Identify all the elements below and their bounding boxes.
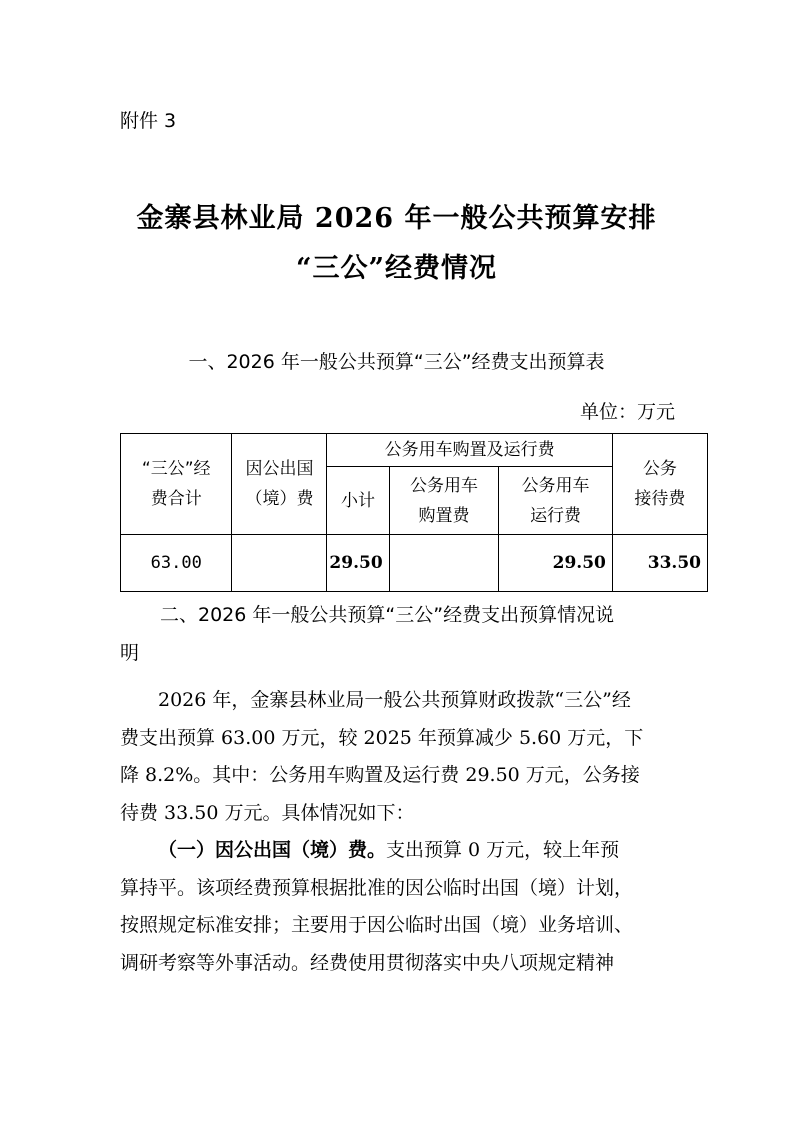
header-purchase-line1: 公务用车 [409,475,478,496]
header-abroad-line1: 因公出国 [245,459,314,479]
header-total-line1: “三公”经 [141,459,211,479]
cell-abroad [232,535,327,592]
header-abroad-line2: （境）费 [245,489,314,509]
section2-heading [120,596,685,672]
paragraph1-line2: 费支出预算 63.00 万元，较 2025 年预算减少 5.60 万元，下 [120,726,644,749]
title-line-1: 金寨县林业局 2026 年一般公共预算安排 [136,203,657,234]
cell-operation: 29.50 [499,535,613,592]
header-abroad [232,434,327,535]
paragraph2-lead: （一）因公出国（境）费。 [158,839,387,861]
header-vehicle-group: 公务用车购置及运行费 [327,434,612,467]
title-line-2: “三公”经费情况 [295,253,498,284]
paragraph2-line3: 按照规定标准安排；主要用于因公临时出国（境）业务培训、 [120,914,634,936]
header-operation-line2: 运行费 [530,505,582,526]
paragraph-abroad [120,832,685,982]
paragraph2-line1 [120,832,685,870]
paragraph1-line3: 降 8.2%。其中：公务用车购置及运行费 29.50 万元，公务接 [120,764,640,786]
attachment-label: 附件 3 [120,110,177,132]
cell-purchase [389,535,499,592]
header-operation-line1: 公务用车 [521,475,590,496]
section1-heading: 一、2026 年一般公共预算“三公”经费支出预算表 [188,351,605,373]
header-reception-line1: 公务 [642,459,677,479]
budget-table [120,433,708,592]
header-purchase [389,467,499,535]
paragraph1-line4: 待费 33.50 万元。具体情况如下： [120,801,415,824]
header-total-line2: 费合计 [150,489,202,509]
paragraph2-line4: 调研考察等外事活动。经费使用贯彻落实中央八项规定精神 [120,951,615,974]
paragraph2-line2: 算持平。该项经费预算根据批准的因公临时出国（境）计划， [120,876,634,899]
paragraph2-line1-rest: 支出预算 0 万元，较上年预 [386,839,620,861]
unit-label: 单位：万元 [579,401,675,423]
paragraph1-line1: 2026 年，金寨县林业局一般公共预算财政拨款“三公”经 [158,689,631,711]
header-subtotal: 小计 [327,467,389,535]
header-operation [499,467,613,535]
cell-subtotal: 29.50 [327,535,389,592]
header-purchase-line2: 购置费 [418,505,470,526]
paragraph-summary [120,682,685,832]
header-reception-line2: 接待费 [634,489,686,509]
section2-heading-line2: 明 [120,642,140,664]
section2-heading-line1: 二、2026 年一般公共预算“三公”经费支出预算情况说 [160,604,615,626]
header-reception [612,434,707,535]
header-total [121,434,232,535]
cell-total: 63.00 [121,535,232,592]
cell-reception: 33.50 [612,535,707,592]
